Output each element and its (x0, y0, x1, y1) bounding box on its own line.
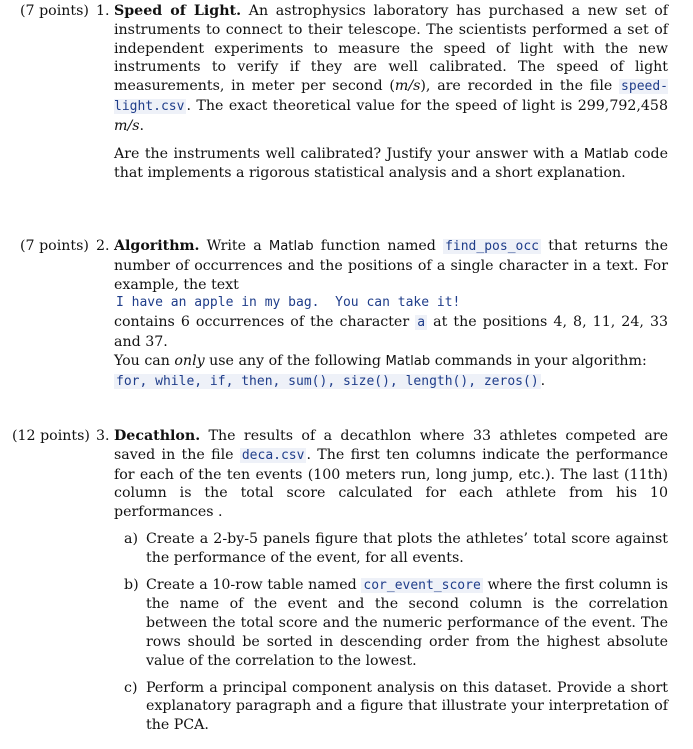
problem-2-command-line (114, 372, 668, 392)
problem-2-points: (7 points) (20, 238, 89, 254)
problem-2-occurrences (114, 313, 668, 352)
problem-3-file: deca.csv (241, 447, 305, 463)
problem-3-part-a (124, 530, 668, 568)
problem-1-points: (7 points) (20, 3, 89, 19)
problem-2-text-5: at the positions 4, 8, 11, 24, 33 and 37. (114, 314, 669, 350)
problem-2-text-6a: You can (114, 352, 170, 369)
problem-3-statement (114, 427, 668, 522)
problem-2-text-1: Write a (206, 238, 262, 254)
problem-1-statement (114, 2, 668, 136)
problem-3-part-c (124, 679, 668, 735)
problem-1-lead: An astrophysics laboratory has purchased a new set of instruments to connect to their telescope. The scientists performed a set of independent experiments to measure the speed of light with the new instruments to verify if they are well calibrated. The speed of light measurements, in meter per second ( (114, 3, 668, 95)
part-b-label: b) (124, 576, 139, 593)
problem-3-number: 3. (96, 428, 110, 444)
problem-2-statement (114, 237, 668, 294)
problem-1-file: speed-light.csv (114, 79, 669, 114)
part-b-table-name: cor_event_score (363, 577, 481, 593)
problem-2-example-text: I have an apple in my bag. You can take it! (116, 295, 461, 311)
part-b-pre: Create a 10-row table named (146, 576, 357, 593)
problem-1-title: Speed of Light. (114, 3, 242, 19)
problem-2-text-6c: use any of the following (209, 352, 381, 369)
problem-1-matlab: Matlab (583, 146, 629, 162)
problem-2-function-name: find_pos_occ (445, 239, 539, 254)
problem-2-text-2: function named (320, 238, 436, 254)
part-c-label: c) (124, 679, 138, 696)
problem-1-question-post: code that implements a rigorous statistical analysis and a short explanation. (114, 145, 668, 182)
problem-2-title: Algorithm. (114, 238, 200, 254)
part-c-text: Perform a principal component analysis on this dataset. Provide a short explanatory paragraph and a figure that illustrate your interpretation of the PCA. (146, 679, 668, 734)
problem-3-part-b (124, 576, 668, 671)
problem-2-text-7: . (540, 372, 546, 389)
problem-2-only: only (174, 352, 205, 369)
part-b-text (146, 576, 668, 671)
part-b-post: where the first column is the name of the event and the second column is the correlation between the total score and the numeric performance of the event. The rows should be sorted in descending order from the highest absolute value of the correlation to the lowest. (146, 576, 669, 669)
problem-1-mid-1: ), are recorded in the file (420, 78, 613, 95)
part-a-label: a) (124, 530, 138, 547)
problem-2-commands: for, while, if, then, sum(), size(), length(), zeros() (116, 373, 539, 389)
problem-2-text-4: contains 6 occurrences of the character (114, 314, 410, 331)
problem-3-body (114, 427, 668, 735)
problem-2-matlab-1: Matlab (268, 239, 314, 254)
problem-2-matlab-2: Matlab (385, 353, 431, 369)
problem-3-title: Decathlon. (114, 428, 201, 444)
problem-1-number: 1. (96, 3, 110, 19)
problem-3-text-2: . The first ten columns indicate the performance for each of the ten events (100 meters run, long jump, etc.). The last (11th) column is the total score calculated for each athlete from his 10 performances . (114, 446, 668, 521)
problem-3-text-1: The results of a decathlon where 33 athletes competed are saved in the file (114, 428, 668, 463)
problem-2-constraint (114, 352, 668, 372)
problem-1-mid-2: . The exact theoretical value for the speed of light is 299,792,458 (186, 97, 668, 114)
problem-1-unit-2: m/s (114, 117, 140, 134)
problem-1-end: . (139, 117, 145, 134)
problem-2-number: 2. (96, 238, 110, 254)
problem-3-points: (12 points) (12, 428, 90, 444)
problem-2-char: a (417, 315, 426, 331)
part-a-text: Create a 2-by-5 panels figure that plots the athletes’ total score against the performance of the event, for all events. (146, 530, 668, 566)
problem-1-question-pre: Are the instruments well calibrated? Justify your answer with a (114, 145, 579, 162)
problem-2-text-3: that returns the number of occurrences and the positions of a single character in a text. For example, the text (114, 238, 668, 293)
problem-1-unit-1: m/s (394, 78, 421, 95)
problem-2-text-6d: commands in your algorithm: (434, 352, 647, 369)
problem-1-question (114, 145, 668, 184)
problem-2-body (114, 237, 668, 391)
problem-1-body (114, 2, 668, 183)
